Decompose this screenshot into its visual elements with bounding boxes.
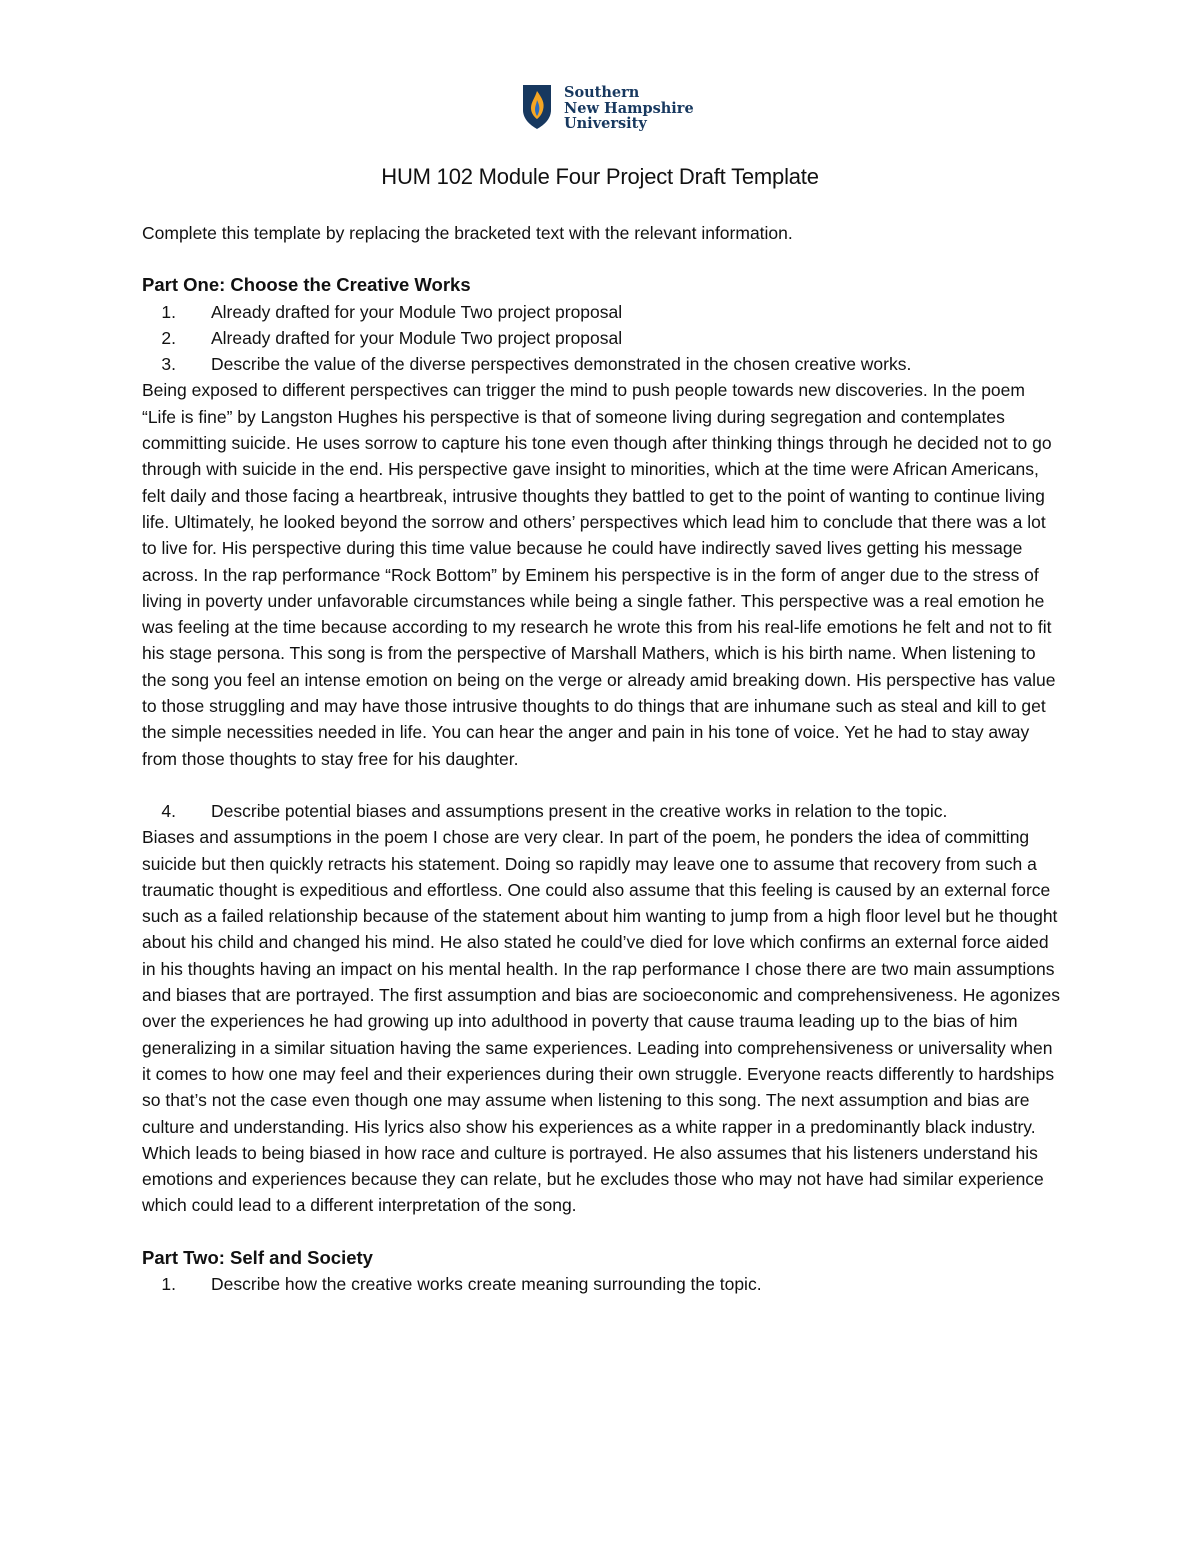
part-two-list bbox=[142, 1271, 1062, 1297]
list-item bbox=[142, 351, 1062, 377]
part-one-list-continued bbox=[142, 798, 1062, 824]
part-one-heading: Part One: Choose the Creative Works bbox=[142, 274, 471, 296]
paragraph-spacer bbox=[142, 772, 1062, 798]
list-item-text: Describe the value of the diverse perspectives demonstrated in the chosen creative works. bbox=[211, 354, 912, 375]
list-item bbox=[142, 798, 1062, 824]
logo-wordmark bbox=[564, 84, 694, 132]
document-body bbox=[142, 220, 1062, 1297]
document-title: HUM 102 Module Four Project Draft Template bbox=[381, 164, 819, 189]
list-item-text: Already drafted for your Module Two project proposal bbox=[211, 301, 623, 322]
list-number: 4. bbox=[161, 800, 176, 821]
intro-text: Complete this template by replacing the bracketed text with the relevant information. bbox=[142, 223, 793, 243]
list-item-text: Describe potential biases and assumptions present in the creative works in relation to the topic. bbox=[211, 800, 948, 821]
list-number: 1. bbox=[161, 1273, 176, 1294]
logo-line-2: New Hampshire bbox=[564, 99, 694, 117]
list-item bbox=[142, 299, 1062, 325]
list-item-text: Describe how the creative works create meaning surrounding the topic. bbox=[211, 1273, 762, 1294]
answer-biases: Biases and assumptions in the poem I chose are very clear. In part of the poem, he ponders the idea of committing suicide but then quickly retracts his statement. Doing so rapidly may leave one to assume that recovery from such a traumatic thought is expeditious and effortless. One could also assume that this feeling is caused by an external force such as a failed relationship because of the statement about him wanting to jump from a high floor level but he thought about his child and changed his mind. He also stated he could’ve died for love which confirms an external force aided in his thoughts having an impact on his mental health. In the rap performance I chose there are two main assumptions and biases that are portrayed. The first assumption and bias are socioeconomic and comprehensiveness. He agonizes over the experiences he had growing up into adulthood in poverty that cause trauma leading up to the bias of him generalizing in a similar situation having the same experiences. Leading into comprehensiveness or universality when it comes to how one may feel and their experiences during their own struggle. Everyone reacts differently to hardships so that’s not the case even though one may assume when listening to this song. The next assumption and bias are culture and understanding. His lyrics also show his experiences as a white rapper in a predominantly black industry. Which leads to being biased in how race and culture is portrayed. He also assumes that his listeners understand his emotions and experiences because they can relate, but he excludes those who may not have had similar experience which could lead to a different interpretation of the song. bbox=[142, 827, 1060, 1216]
list-item-text: Already drafted for your Module Two project proposal bbox=[211, 327, 623, 348]
university-logo bbox=[522, 84, 694, 132]
list-number: 1. bbox=[161, 301, 176, 322]
list-number: 3. bbox=[161, 354, 176, 375]
part-one-list bbox=[142, 299, 1062, 378]
logo-line-1: Southern bbox=[564, 84, 640, 101]
list-number: 2. bbox=[161, 327, 176, 348]
answer-perspectives: Being exposed to different perspectives can trigger the mind to push people towards new discoveries. In the poem “Life is fine” by Langston Hughes his perspective is that of someone living during segregation and contemplates committing suicide. He uses sorrow to capture his tone even though after thinking things through he decided not to go through with suicide in the end. His perspective gave insight to minorities, which at the time were African Americans, felt daily and those facing a heartbreak, intrusive thoughts they battled to get to the point of wanting to continue living life. Ultimately, he looked beyond the sorrow and others’ perspectives which lead him to conclude that there was a lot to live for. His perspective during this time value because he could have indirectly saved lives getting his message across. In the rap performance “Rock Bottom” by Eminem his perspective is in the form of anger due to the stress of living in poverty under unfavorable circumstances while being a single father. This perspective was a real emotion he was feeling at the time because according to my research he wrote this from his real-life emotions he felt and not to fit his stage persona. This song is from the perspective of Marshall Mathers, which is his birth name. When listening to the song you feel an intense emotion on being on the verge or already amid breaking down. His perspective has value to those struggling and may have those intrusive thoughts to do things that are inhumane such as steal and kill to get the simple necessities needed in life. You can hear the anger and pain in his tone of voice. Yet he had to stay away from those thoughts to stay free for his daughter. bbox=[142, 380, 1056, 769]
part-two-heading: Part Two: Self and Society bbox=[142, 1246, 373, 1268]
logo-line-3: University bbox=[564, 115, 647, 132]
shield-flame-icon bbox=[522, 84, 552, 130]
list-item bbox=[142, 325, 1062, 351]
list-item bbox=[142, 1271, 1062, 1297]
